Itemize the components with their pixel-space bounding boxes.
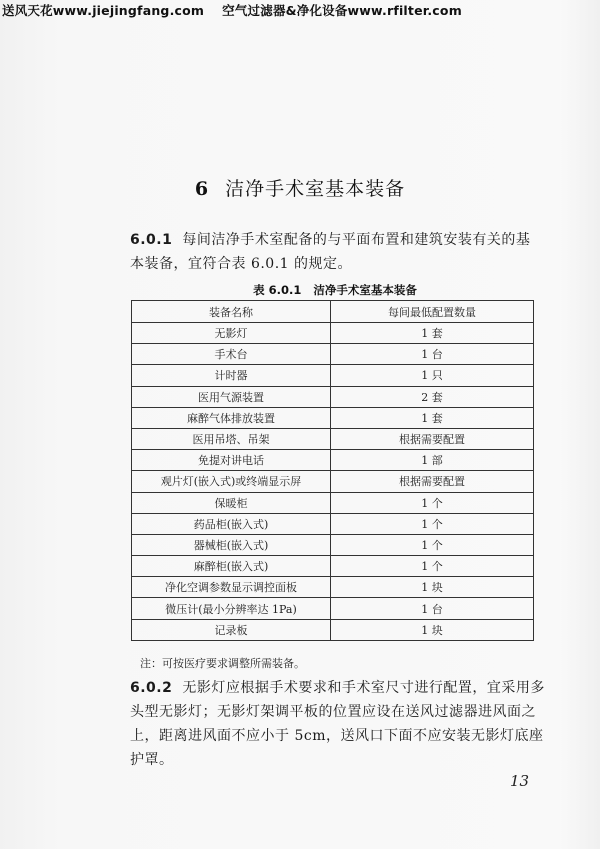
paragraph-text: 每间洁净手术室配备的与平面布置和建筑安装有关的基本装备，宜符合表 6.0.1 的规定。 xyxy=(130,232,531,272)
table-title: 洁净手术室基本装备 xyxy=(313,283,417,297)
table-header-row xyxy=(132,301,534,323)
table-row xyxy=(132,471,534,492)
chapter-number: 6 xyxy=(194,178,210,200)
quantity-cell: 根据需要配置 xyxy=(331,428,534,449)
quantity-cell: 1 部 xyxy=(331,450,534,471)
quantity-cell: 1 只 xyxy=(331,365,534,386)
table-row xyxy=(132,598,534,619)
quantity-cell: 1 套 xyxy=(331,323,534,344)
table-row xyxy=(132,534,534,555)
equipment-name-cell: 医用吊塔、吊架 xyxy=(132,428,331,449)
table-row xyxy=(132,428,534,449)
table-row xyxy=(132,450,534,471)
equipment-name-cell: 免提对讲电话 xyxy=(132,450,331,471)
quantity-cell: 1 台 xyxy=(331,344,534,365)
quantity-cell: 2 套 xyxy=(331,386,534,407)
table-row xyxy=(132,492,534,513)
equipment-name-cell: 药品柜(嵌入式) xyxy=(132,513,331,534)
header-equipment-name: 装备名称 xyxy=(132,301,331,323)
equipment-name-cell: 麻醉气体排放装置 xyxy=(132,407,331,428)
equipment-name-cell: 计时器 xyxy=(132,365,331,386)
page-number: 13 xyxy=(510,772,530,790)
table-row xyxy=(132,365,534,386)
quantity-cell: 1 块 xyxy=(331,577,534,598)
quantity-cell: 1 个 xyxy=(331,492,534,513)
quantity-cell: 根据需要配置 xyxy=(331,471,534,492)
table-note: 注：可按医疗要求调整所需装备。 xyxy=(140,657,305,670)
quantity-cell: 1 个 xyxy=(331,513,534,534)
table-row xyxy=(132,344,534,365)
equipment-name-cell: 无影灯 xyxy=(132,323,331,344)
paragraph-6-0-2 xyxy=(130,676,545,772)
paragraph-text: 无影灯应根据手术要求和手术室尺寸进行配置，宜采用多头型无影灯；无影灯架调平板的位置应设在送风过滤器进风面之上，距离进风面不应小于 5cm，送风口下面不应安装无影灯底座护罩。 xyxy=(130,680,545,768)
equipment-name-cell: 净化空调参数显示调控面板 xyxy=(132,577,331,598)
equipment-table xyxy=(131,300,534,641)
table-row xyxy=(132,407,534,428)
table-row xyxy=(132,323,534,344)
quantity-cell: 1 套 xyxy=(331,407,534,428)
table-row xyxy=(132,556,534,577)
table-row xyxy=(132,619,534,640)
table-row xyxy=(132,577,534,598)
watermark-left: 送风天花www.jiejingfang.com xyxy=(2,3,205,18)
equipment-name-cell: 观片灯(嵌入式)或终端显示屏 xyxy=(132,471,331,492)
quantity-cell: 1 台 xyxy=(331,598,534,619)
header-min-quantity: 每间最低配置数量 xyxy=(331,301,534,323)
quantity-cell: 1 块 xyxy=(331,619,534,640)
paragraph-6-0-1 xyxy=(130,228,540,276)
chapter-title-text: 洁净手术室基本装备 xyxy=(225,178,406,200)
quantity-cell: 1 个 xyxy=(331,534,534,555)
equipment-name-cell: 微压计(最小分辨率达 1Pa) xyxy=(132,598,331,619)
equipment-name-cell: 麻醉柜(嵌入式) xyxy=(132,556,331,577)
equipment-name-cell: 手术台 xyxy=(132,344,331,365)
equipment-name-cell: 保暖柜 xyxy=(132,492,331,513)
table-row xyxy=(132,386,534,407)
equipment-name-cell: 器械柜(嵌入式) xyxy=(132,534,331,555)
watermark-right: 空气过滤器&净化设备www.rfilter.com xyxy=(222,3,462,18)
table-row xyxy=(132,513,534,534)
clause-number: 6.0.1 xyxy=(130,232,173,248)
clause-number: 6.0.2 xyxy=(130,680,173,696)
watermark-header xyxy=(2,1,598,19)
equipment-name-cell: 医用气源装置 xyxy=(132,386,331,407)
quantity-cell: 1 个 xyxy=(331,556,534,577)
table-number: 表 6.0.1 xyxy=(253,283,302,297)
equipment-name-cell: 记录板 xyxy=(132,619,331,640)
table-caption xyxy=(130,282,540,298)
chapter-title xyxy=(0,174,600,201)
